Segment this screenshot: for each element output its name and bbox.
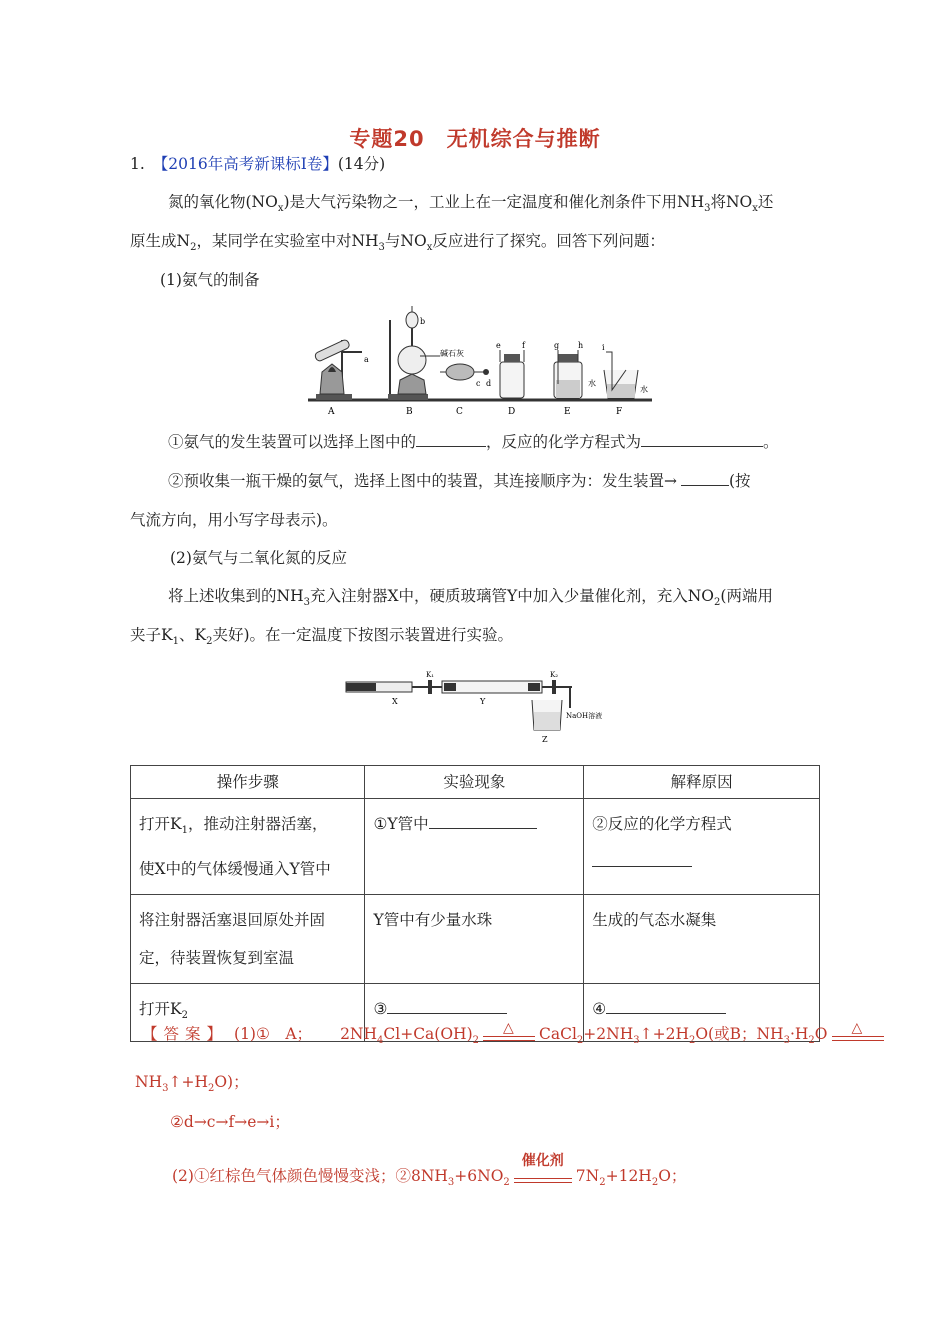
tag-d: d — [486, 379, 492, 388]
text: 与NO — [384, 232, 427, 250]
intro-line-1 — [168, 190, 773, 214]
answer-blank[interactable] — [641, 432, 763, 447]
text: ②预收集一瓶干燥的氨气，选择上图中的装置，其连接顺序为：发生装置→ — [168, 472, 677, 490]
question-header — [130, 152, 385, 174]
question-1-2 — [168, 469, 751, 491]
text: +2NH — [583, 1025, 634, 1043]
subscript: x — [752, 203, 758, 215]
subscript: 3 — [783, 1035, 790, 1047]
text: ②反应的化学方程式 — [592, 815, 732, 833]
heat-arrow — [832, 1020, 884, 1046]
text: 夹好)。在一定温度下按图示装置进行实验。 — [212, 626, 513, 644]
text: ↑+2H — [639, 1025, 689, 1043]
text: (按 — [729, 472, 751, 490]
heat-symbol: △ — [503, 1020, 514, 1036]
apparatus-f — [604, 352, 638, 398]
text: 将上述收集到的NH — [168, 587, 304, 605]
subscript: 2 — [207, 1083, 215, 1095]
question-1-1 — [168, 430, 779, 452]
clamp-k1 — [428, 680, 432, 694]
answer-blank[interactable] — [592, 852, 692, 867]
label-b: B — [406, 407, 413, 417]
tag-soda-lime: 碱石灰 — [440, 349, 464, 358]
text: ↑+H — [168, 1073, 208, 1091]
table-cell: Y管中有少量水珠 — [365, 895, 584, 984]
subscript: x — [277, 203, 284, 215]
clamp-k2 — [552, 680, 556, 694]
subscript: 2 — [190, 242, 197, 254]
answer-label: 【答案】 — [142, 1025, 229, 1043]
text: 反应进行了探究。回答下列问题： — [432, 232, 665, 250]
subscript: 2 — [651, 1177, 659, 1189]
subscript: 2 — [181, 1010, 188, 1022]
text: ①氨气的发生装置可以选择上图中的 — [168, 433, 417, 451]
tag-g: g — [554, 341, 560, 350]
tag-water-e: 水 — [588, 379, 596, 388]
text: +12H — [605, 1167, 652, 1185]
text: (两端用 — [720, 587, 773, 605]
subscript: 2 — [503, 1177, 510, 1189]
subscript: 3 — [303, 597, 310, 609]
label-f: F — [616, 407, 623, 417]
heat-symbol: △ — [851, 1020, 863, 1036]
text: O — [814, 1025, 828, 1043]
text: ，某同学在实验室中对NH — [196, 232, 379, 250]
text: 。 — [763, 433, 779, 451]
subscript: 3 — [378, 242, 385, 254]
answer-blank[interactable] — [429, 814, 537, 829]
label-k2: K₂ — [550, 671, 559, 679]
part-2-line-2 — [130, 623, 513, 647]
text: 打开K — [139, 1000, 182, 1019]
text: CaCl — [539, 1025, 577, 1043]
tag-c: c — [476, 379, 481, 388]
tag-h: h — [578, 341, 584, 350]
text: 将NO — [710, 193, 753, 211]
subscript: 2 — [206, 636, 213, 648]
subscript: 3 — [162, 1083, 169, 1095]
label-a: A — [328, 407, 335, 417]
experiment-table — [130, 765, 820, 1042]
text: 2NH — [340, 1025, 378, 1043]
text: 原生成N — [130, 232, 191, 250]
catalyst-arrow — [514, 1153, 572, 1188]
label-e: E — [564, 407, 571, 417]
subscript: x — [426, 242, 433, 254]
table-cell — [131, 895, 365, 984]
text: 7N — [575, 1167, 600, 1185]
part-1-heading: (1)氨气的制备 — [160, 271, 260, 289]
text: ，推动注射器活塞， — [187, 815, 328, 833]
question-source: 【2016年高考新课标Ⅰ卷】 — [152, 155, 338, 173]
text: (1)① A； — [234, 1025, 313, 1043]
subscript: 3 — [447, 1177, 455, 1189]
question-score: (14分) — [337, 155, 386, 173]
label-k1: K₁ — [426, 671, 435, 679]
label-z: Z — [542, 735, 548, 744]
subscript: 2 — [576, 1035, 584, 1047]
intro-line-2 — [130, 229, 665, 253]
label-d: D — [508, 407, 516, 417]
text: 打开K — [139, 815, 182, 833]
table-cell — [131, 799, 365, 895]
label-x: X — [392, 697, 398, 706]
apparatus-e — [554, 350, 582, 398]
label-y: Y — [480, 697, 486, 706]
text: 定，待装置恢复到室温 — [139, 949, 295, 968]
text: +6NO — [454, 1167, 504, 1185]
table-header: 操作步骤 — [131, 766, 365, 799]
table-header: 解释原因 — [584, 766, 820, 799]
table-cell: 生成的气态水凝集 — [584, 895, 820, 984]
tag-b: b — [420, 317, 426, 326]
answer-blank[interactable] — [387, 999, 507, 1014]
apparatus-b — [388, 306, 440, 400]
answer-line-2 — [135, 1070, 249, 1094]
syringe-figure — [342, 668, 622, 750]
text: 夹子K — [130, 626, 173, 644]
subscript: 1 — [181, 825, 188, 837]
answer-line-4 — [172, 1153, 687, 1189]
table-row — [131, 895, 820, 984]
text: ·H — [789, 1025, 809, 1043]
subscript: 2 — [808, 1035, 815, 1047]
answer-line-3: ②d→c→f→e→i； — [170, 1113, 290, 1131]
text: 还 — [757, 193, 774, 211]
text: 充入注射器X中，硬质玻璃管Y中加入少量催化剂，充入NO — [309, 587, 715, 605]
label-naoh: NaOH溶液 — [566, 712, 603, 720]
apparatus-c — [440, 364, 489, 380]
page-title: 专题20 无机综合与推断 — [349, 127, 601, 151]
apparatus-d — [500, 350, 524, 398]
subscript: 2 — [472, 1035, 479, 1047]
text: 使X中的气体缓慢通入Y管中 — [139, 860, 331, 879]
answer-line-1 — [142, 1022, 888, 1046]
glass-tube-y — [442, 681, 542, 693]
text: ，反应的化学方程式为 — [486, 433, 642, 451]
tag-i: i — [602, 343, 605, 352]
subscript: 4 — [377, 1035, 384, 1047]
text: 氮的氧化物(NO — [168, 193, 278, 211]
subscript: 2 — [688, 1035, 696, 1047]
answer-blank[interactable] — [681, 471, 729, 486]
text: ③ — [373, 1000, 388, 1019]
tag-e: e — [496, 341, 501, 350]
heat-arrow — [483, 1020, 535, 1046]
text: O； — [658, 1167, 687, 1185]
subscript: 2 — [599, 1177, 606, 1189]
text: Cl+Ca(OH) — [383, 1025, 473, 1043]
tag-a: a — [364, 355, 369, 364]
answer-blank[interactable] — [416, 432, 486, 447]
answer-blank[interactable] — [606, 999, 726, 1014]
tag-f: f — [522, 341, 525, 350]
tag-water-f: 水 — [640, 385, 648, 394]
text: NH — [135, 1073, 163, 1091]
label-c: C — [456, 407, 463, 417]
subscript: 3 — [633, 1035, 640, 1047]
text: O(或B；NH — [695, 1025, 784, 1043]
subscript: 2 — [714, 597, 721, 609]
catalyst-label: 催化剂 — [521, 1153, 564, 1169]
table-header: 实验现象 — [365, 766, 584, 799]
apparatus-figure — [300, 300, 660, 418]
part-2-heading: (2)氨气与二氧化氮的反应 — [170, 549, 347, 567]
table-row — [131, 799, 820, 895]
text: ④ — [592, 1000, 607, 1019]
text: (2)①红棕色气体颜色慢慢变浅；②8NH — [172, 1167, 448, 1185]
subscript: 3 — [704, 203, 711, 215]
question-number: 1. — [130, 155, 145, 173]
text: O)； — [214, 1073, 249, 1091]
apparatus-a — [314, 339, 362, 400]
text: 将注射器活塞退回原处并固 — [139, 911, 326, 930]
table-cell — [365, 799, 584, 895]
table-cell — [584, 799, 820, 895]
text: ①Y管中 — [373, 815, 429, 833]
text: )是大气污染物之一，工业上在一定温度和催化剂条件下用NH — [283, 193, 705, 211]
table-header-row — [131, 766, 820, 799]
text: 、K — [178, 626, 207, 644]
question-1-2-cont: 气流方向，用小写字母表示)。 — [130, 511, 338, 529]
part-2-line-1 — [168, 584, 773, 608]
subscript: 1 — [172, 636, 179, 648]
